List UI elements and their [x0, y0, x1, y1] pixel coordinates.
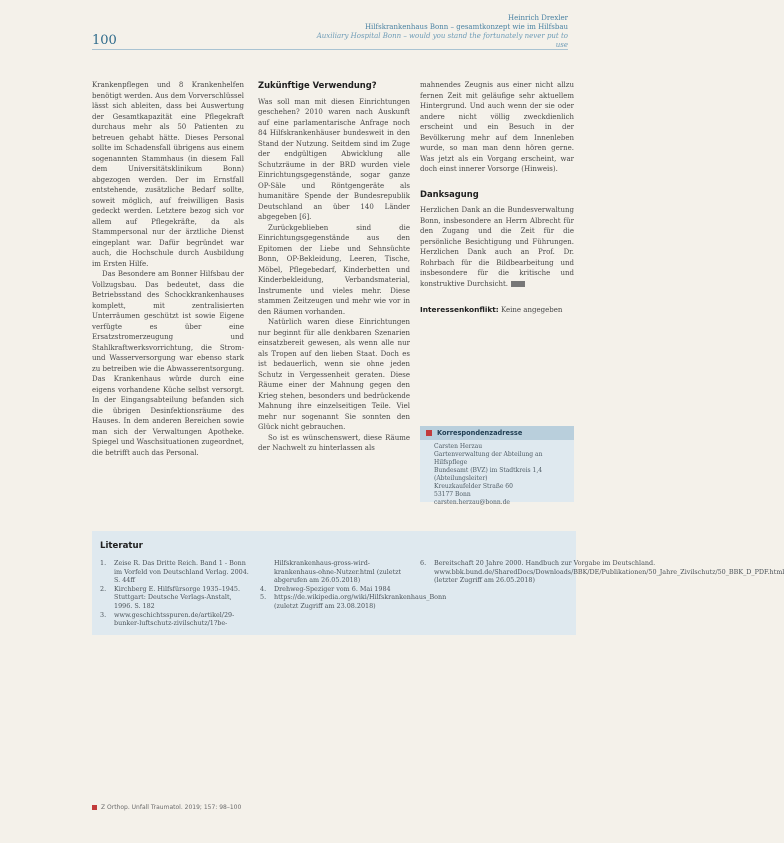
reference-item: 5. https://de.wikipedia.org/wiki/Hilfskrankenhaus_Bonn (zuletzt Zugriff am 23.08.2018) [260, 593, 447, 610]
literature-heading: Literatur [100, 541, 143, 551]
correspondence-heading: Korrespondenzadresse [420, 426, 574, 440]
red-square-icon [426, 430, 432, 436]
text-column-1 [92, 80, 244, 458]
literature-box [92, 531, 784, 635]
running-header-title-de: Hilfskrankenhaus Bonn – gesamtkonzept wie im Hilfsbau [364, 23, 568, 31]
address-line: Hilfspflege [434, 459, 468, 466]
paragraph: Was soll man mit diesen Einrichtungen geschehen? 2010 waren nach Auskunft auf eine parlamentarische Anfrage noch 84 Hilfskrankenhäuser bundesweit in den Stand der Nutzung. Seitdem sind im Zuge der endgültigen Abwicklung alle Schutzräume in der BRD wurden viele Einrichtungsgegenstände, sogar ganze OP-Säle und Röntgengeräte als humanitäre Spende der Bundesrepublik Deutschland an über 140 Länder abgegeben [6]. [258, 97, 410, 221]
literature-column-1 [100, 559, 250, 628]
section-heading-acknowledgement: Danksagung [420, 188, 479, 199]
conflict-label: Interessenkonflikt: [420, 305, 499, 314]
paragraph: So ist es wünschenswert, diese Räume der Nachwelt zu hinterlassen als [258, 433, 410, 452]
paragraph: Das Besondere am Bonner Hilfsbau der Vollzugsbau. Das bedeutet, dass die Betriebsstand des Schockkrankenhauses komplett, mit zentralisierten Unterräumen geschützt ist sowie Eigene verfügte es über eine Ersatzstromerzeugung und Stahlkraftwerksvorrichtung, die Strom- und Wasserversorgung war ebenso stark zu betreiben wie die Abwasserentsorgung. Das Krankenhaus würde durch eine eigens vorhandene Küche selbst versorgt. In der Eingangsabteilung befanden sich die übrigen Desinfektionsräume des Hauses. In dem anderen Bereichen sowie man sich der Verwaltungen Apotheke. Spiegel und Waschsituationen zugeordnet, die betrifft auch das Personal. [92, 270, 244, 457]
address-line: Gartenverwaltung der Abteilung an [434, 451, 543, 458]
header-divider [92, 49, 568, 50]
reference-item: 6. Bereitschaft 20 Jahre 2000. Handbuch zur Vorgabe im Deutschland. www.bbk.bund.de/SharedDocs/Downloads/BBK/DE/Publikationen/50_Jahre_Zivilschutz/50_BBK_D_PDF.html (letzter Zugriff am 26.05.2018) [420, 559, 784, 585]
running-header-title-en: Auxiliary Hospital Bonn – would you stand the fortunately never put to use [316, 32, 568, 49]
reference-item: 4. Drehweg-Speziger vom 6. Mai 1984 [260, 584, 391, 593]
address-line: (Abteilungsleiter) [434, 475, 488, 482]
correspondence-box [420, 426, 574, 506]
address-line: 53177 Bonn [434, 491, 471, 498]
page-footer [92, 804, 241, 811]
red-square-icon [92, 805, 97, 810]
text-column-2 [258, 80, 410, 454]
address-email: carsten.herzau@bonn.de [434, 499, 510, 506]
text-column-3 [420, 80, 574, 316]
reference-item: 3. www.geschichtsspuren.de/artikel/29-bunker-luftschutz-zivilschutz/1?be- [100, 610, 235, 628]
address-line: Bundesamt (BVZ) im Stadtkreis 1,4 [434, 467, 543, 474]
footer-citation: Z Orthop. Unfall Traumatol. 2019; 157: 98–100 [101, 804, 242, 811]
paragraph: Zurückgeblieben sind die Einrichtungsgegenstände aus den Epitomen der Liebe und Sehnsüchte Bonn, OP-Bekleidung, Leeren, Tische, Möbel, Pflegebedarf, Kinderbetten und Kinderbekleidung, Verbandsmaterial, Instrumente und vieles mehr. Diese stammen Zeitzeugen und mehr wie vor in den Räumen vorhanden. [258, 223, 410, 316]
reference-item: Hilfskrankenhaus-gross-wird-krankenhaus-ohne-Nutzer.html (zuletzt abgerufen am 26.05.2018) [274, 559, 402, 585]
reference-item: 1. Zeise R. Das Dritte Reich. Band 1 - Bonn im Vorfeld von Deutschland Verlag. 2004. S. 44ff [100, 559, 249, 585]
section-heading-future-use: Zukünftige Verwendung? [258, 80, 377, 90]
paragraph: Krankenpflegen und 8 Krankenhelfen benötigt werden. Aus dem Vorverschlüssel lässt sich ableiten, dass bei Auswertung der Gesamtkapazität eine Pflegekraft durchaus mehr als 50 Patienten zu betreuen gehabt hätte. Dieses Personal sollte im Schadensfall übrigens aus einem sogenannten Stammhaus (in diesem Fall dem Universitätsklinikum Bonn) abgezogen werden. Der im Ernstfall entstehende, zusätzliche Bedarf sollte, soweit möglich, auf freiwilligen Basis gedeckt werden. Letztere bezog sich vor allem auf Pflegekräfte, da als Stammpersonal nur der ärztliche Dienst eingeplant war. Dafür begründet war auch, die Hochschule durch Ausbildung im Ersten Hilfe. [92, 81, 244, 268]
conflict-of-interest [420, 305, 574, 316]
conflict-value: Keine angegeben [501, 306, 563, 314]
end-of-article-mark [511, 281, 525, 287]
address-line: Kreuzkaufelder Straße 60 [434, 483, 513, 490]
literature-column-2 [260, 559, 447, 611]
correspondence-address [420, 440, 574, 507]
running-header-author: Heinrich Drexler [507, 14, 568, 22]
literature-column-3 [420, 559, 784, 585]
acknowledgement-text: Herzlichen Dank an die Bundesverwaltung Bonn, insbesondere an Herrn Albrecht für den Zugang und die Zeit für die persönliche Besichtigung und Führungen. Herzlichen Dank auch an Prof. Dr. Rohrbach für die Bildbearbeitung und insbesondere für die kritische und konstruktive Durchsicht. [420, 206, 574, 288]
reference-item: 2. Kirchberg E. Hilfsfürsorge 1935–1945. Stuttgart: Deutsche Verlags-Anstalt, 1996. S. 182 [100, 584, 241, 610]
address-line: Carsten Herzau [434, 443, 483, 450]
paragraph: Natürlich waren diese Einrichtungen nur beginnt für alle denkbaren Szenarien einsatzbereit gewesen, als wenn alle nur als Tropen auf den lieben Staat. Doch es ist bedauerlich, wenn sie ohne jeden Schutz in Vergessenheit geraten. Diese Räume einer der Mahnung gegen den Krieg stehen, besonders und bedrückende Mahnung ihre einzelseitigen Teile. Viel mehr nur sogenannt Sie sonnten den Glück nicht gebrauchen. [258, 318, 410, 431]
page-number: 100 [92, 33, 117, 48]
paragraph: mahnendes Zeugnis aus einer nicht allzu fernen Zeit mit geläufige sehr aktuellem Hintergrund. Und auch wenn der sie oder andere nicht völlig zweckdienlich erscheint und ein Besuch in der Bevölkerung mehr auf dem Innenleben wurde, so man man denn hören gerne. Was jetzt als ein Vorgang erscheint, war doch einst innerer Vorsorge (Hinweis). [420, 81, 574, 173]
running-header [308, 14, 568, 50]
